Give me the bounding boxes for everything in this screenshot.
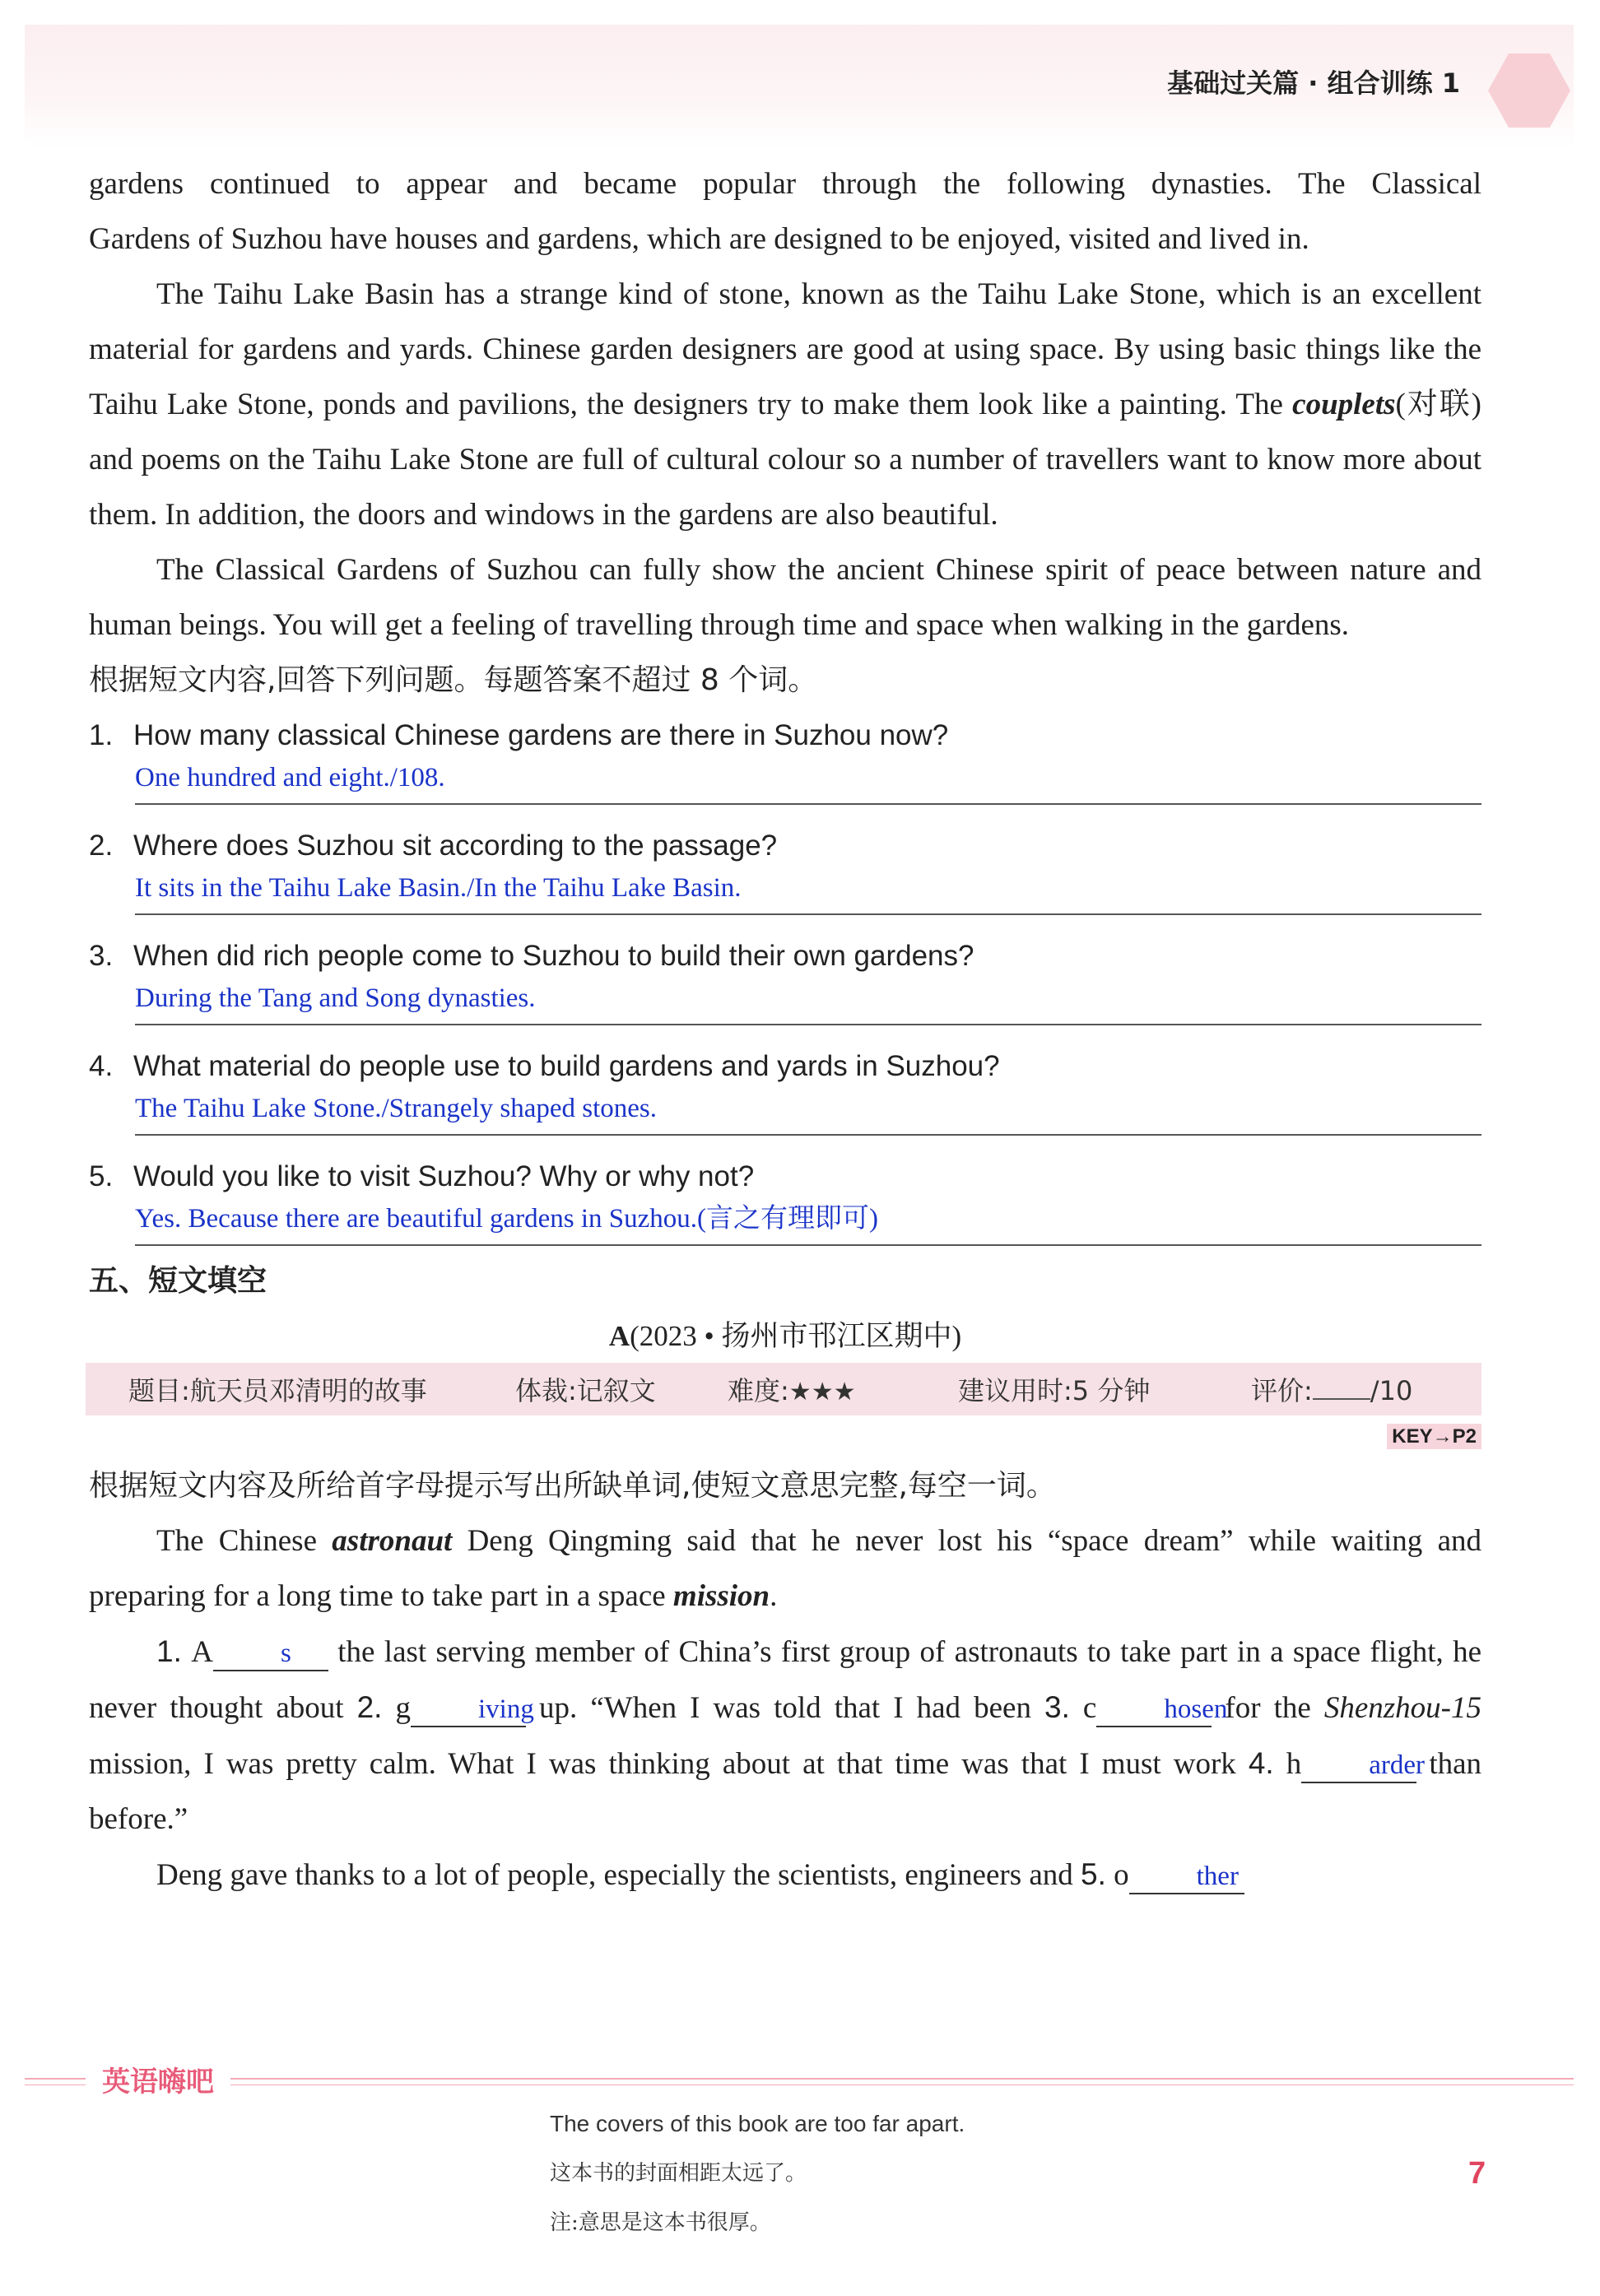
question: 3. When did rich people come to Suzhou to build their own gardens? (89, 940, 974, 972)
rating-blank[interactable] (1313, 1375, 1370, 1400)
blank-3[interactable]: hosen (1096, 1693, 1212, 1727)
question: 1. How many classical Chinese gardens are there in Suzhou now? (89, 719, 949, 751)
cloze-intro: The Chinese astronaut Deng Qingming said that he never lost his “space dream” while waiting and preparing for a long time to take part in a space mission. (89, 1524, 1482, 1613)
question-list (89, 714, 1481, 1246)
cloze-paragraph: 1. A s the last serving member of China’s first group of astronauts to take part in a space flight, he never thought about 2. g iving up. “When I was told that I had been 3. c hosen for the Shenzhou-15 mission, I was pretty calm. What I was thinking about at that time was that I must work 4. h arder than before.” (89, 1634, 1482, 1836)
page-header-title: 基础过关篇 · 组合训练 1 (1167, 67, 1460, 99)
qa-instruction: 根据短文内容,回答下列问题。每题答案不超过 8 个词。 (89, 663, 818, 697)
passage-paragraph: The Classical Gardens of Suzhou can fully show the ancient Chinese spirit of peace between nature and human beings. You will get a feeling of travelling through time and space when walking in the gardens. (89, 553, 1481, 642)
blank-2[interactable]: iving (411, 1693, 526, 1727)
info-difficulty: 难度:★★★ (728, 1375, 856, 1406)
blank-5[interactable]: ther (1129, 1860, 1244, 1894)
footer-brand: 英语嗨吧 (86, 2059, 230, 2099)
passage-line: Gardens of Suzhou have houses and gardens, which are designed to be enjoyed, visited and lived in. (89, 222, 1309, 256)
footer-divider (25, 2078, 1574, 2080)
footer-joke-en: The covers of this book are too far apart. (550, 2111, 965, 2136)
answer-line[interactable]: During the Tang and Song dynasties. (135, 978, 1481, 1025)
info-rating: 评价: /10 (1251, 1375, 1413, 1406)
page-number: 7 (1468, 2156, 1486, 2191)
answer-line[interactable]: The Taihu Lake Stone./Strangely shaped stones. (135, 1088, 1481, 1136)
passage-paragraph: The Taihu Lake Basin has a strange kind of stone, known as the Taihu Lake Stone, which is an excellent material for gardens and yards. Chinese garden designers are good at using space. By using basic things like the Taihu Lake Stone, ponds and pavilions, the designers try to make them look like a painting. The couplets(对联) and poems on the Taihu Lake Stone are full of cultural colour so a number of travellers want to know more about them. In addition, the doors and windows in the gardens are also beautiful. (89, 277, 1481, 532)
answer-line[interactable]: One hundred and eight./108. (135, 757, 1481, 805)
passage-line: gardens continued to appear and became popular through the following dynasties. The Classical (89, 167, 1481, 201)
question: 2. Where does Suzhou sit according to the passage? (89, 830, 778, 862)
info-time: 建议用时:5 分钟 (958, 1375, 1151, 1406)
section-title: 五、短文填空 (89, 1264, 267, 1298)
exercise-info-bar (86, 1363, 1481, 1415)
info-genre: 体裁:记叙文 (515, 1375, 656, 1406)
blank-4[interactable]: arder (1301, 1749, 1416, 1783)
cloze-paragraph: Deng gave thanks to a lot of people, especially the scientists, engineers and 5. o ther (89, 1847, 1481, 1903)
info-topic: 题目:航天员邓清明的故事 (128, 1375, 427, 1406)
question: 5. Would you like to visit Suzhou? Why or why not? (89, 1160, 755, 1192)
cloze-instruction: 根据短文内容及所给首字母提示写出所缺单词,使短文意思完整,每空一词。 (89, 1469, 1056, 1503)
answer-line[interactable]: Yes. Because there are beautiful gardens in Suzhou.(言之有理即可) (135, 1198, 1481, 1246)
page-content (89, 156, 1481, 1903)
footer-joke-note: 注:意思是这本书很厚。 (550, 2210, 771, 2235)
footer-joke-cn: 这本书的封面相距太远了。 (550, 2161, 807, 2186)
answer-line[interactable]: It sits in the Taihu Lake Basin./In the Taihu Lake Basin. (135, 867, 1481, 915)
question: 4. What material do people use to build gardens and yards in Suzhou? (89, 1050, 1000, 1082)
difficulty-stars-icon: ★★★ (788, 1378, 856, 1406)
answer-key-ref: KEY→P2 (89, 1415, 1481, 1458)
exercise-source: A(2023 • 扬州市邗江区期中) (608, 1320, 962, 1352)
blank-1[interactable]: s (213, 1637, 328, 1671)
